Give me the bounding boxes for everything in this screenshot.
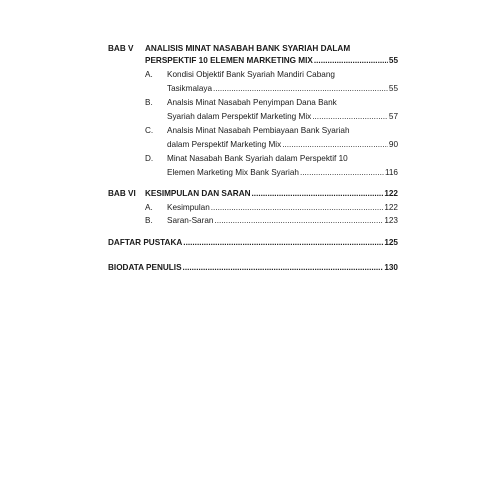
item-letter: B. <box>145 98 153 107</box>
toc-item[interactable] <box>145 216 398 227</box>
chapter-number: BAB VI <box>108 189 136 198</box>
dot-leader <box>214 216 383 227</box>
toc-item[interactable] <box>145 203 398 214</box>
daftar-pustaka-entry[interactable] <box>108 238 398 249</box>
item-page-number: 55 <box>388 83 398 93</box>
item-title-line2: dalam Perspektif Marketing Mix <box>167 139 282 149</box>
toc-item[interactable] <box>145 70 398 94</box>
dot-leader <box>213 84 388 95</box>
chapter-title-line1: ANALISIS MINAT NASABAH BANK SYARIAH DALAM <box>145 44 351 53</box>
chapter-title: KESIMPULAN DAN SARAN <box>145 189 251 198</box>
dot-leader <box>300 168 384 179</box>
toc-item[interactable] <box>145 98 398 122</box>
item-letter: D. <box>145 154 154 163</box>
item-letter: A. <box>145 202 153 212</box>
item-page-number: 90 <box>388 139 398 149</box>
item-title: Saran-Saran <box>167 216 214 225</box>
entry-title: DAFTAR PUSTAKA <box>108 237 183 247</box>
dot-leader <box>211 203 384 214</box>
item-title-line2: Syariah dalam Perspektif Marketing Mix <box>167 111 312 121</box>
entry-page-number: 130 <box>384 263 398 272</box>
dot-leader <box>252 189 384 200</box>
item-letter: B. <box>145 216 153 225</box>
dot-leader <box>312 112 388 123</box>
item-letter: A. <box>145 70 153 79</box>
table-of-contents <box>108 44 398 274</box>
item-page-number: 122 <box>384 202 398 212</box>
chapter-page-number: 55 <box>388 55 398 65</box>
chapter-page-number: 122 <box>384 189 398 198</box>
item-page-number: 57 <box>388 111 398 121</box>
dot-leader <box>314 56 388 67</box>
toc-item[interactable] <box>145 126 398 150</box>
item-title-line1: Kondisi Objektif Bank Syariah Mandiri Cabang <box>167 70 335 79</box>
item-page-number: 123 <box>384 216 398 225</box>
chapter-5-entry[interactable] <box>108 44 398 55</box>
chapter-5-items <box>108 66 398 178</box>
chapter-number: BAB V <box>108 44 134 53</box>
chapter-6-items <box>108 200 398 227</box>
item-page-number: 116 <box>384 167 398 177</box>
chapter-6-entry[interactable] <box>108 189 398 200</box>
item-letter: C. <box>145 126 154 135</box>
item-title-line2: Tasikmalaya <box>167 83 213 93</box>
item-title-line1: Analsis Minat Nasabah Pembiayaan Bank Syariah <box>167 126 350 135</box>
biodata-penulis-entry[interactable] <box>108 263 398 274</box>
item-title: Kesimpulan <box>167 202 210 212</box>
dot-leader <box>183 263 384 274</box>
dot-leader <box>183 238 383 249</box>
entry-page-number: 125 <box>384 237 398 247</box>
item-title-line1: Minat Nasabah Bank Syariah dalam Perspektif 10 <box>167 154 348 163</box>
entry-title: BIODATA PENULIS <box>108 263 182 272</box>
toc-item[interactable] <box>145 154 398 178</box>
chapter-title-line2: PERSPEKTIF 10 ELEMEN MARKETING MIX <box>145 55 313 65</box>
item-title-line2: Elemen Marketing Mix Bank Syariah <box>167 167 299 177</box>
item-title-line1: Analsis Minat Nasabah Penyimpan Dana Bank <box>167 98 337 107</box>
dot-leader <box>282 140 388 151</box>
